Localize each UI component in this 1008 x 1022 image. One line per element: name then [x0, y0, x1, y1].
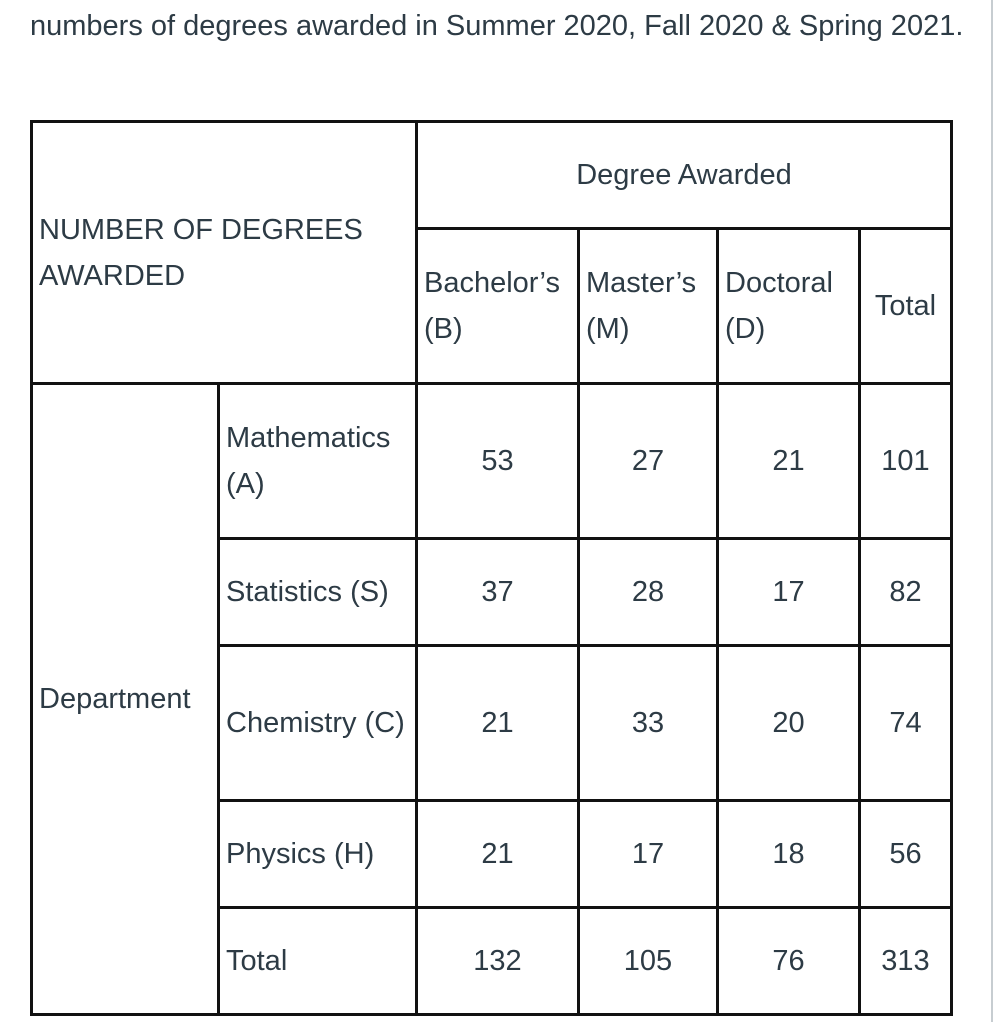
- row-label-mathematics: [219, 384, 417, 539]
- row-label-total: [219, 908, 417, 1015]
- row-label: Mathematics (A): [226, 422, 391, 500]
- table-cell: 21: [718, 384, 860, 539]
- table-row: [32, 384, 952, 539]
- table-cell: 53: [417, 384, 579, 539]
- table-cell: 101: [860, 384, 952, 539]
- table-cell: 17: [579, 801, 718, 908]
- column-header-bachelors: [417, 229, 579, 384]
- degree-awarded-header: [417, 122, 952, 229]
- table-cell: 74: [860, 646, 952, 801]
- column-header-label: Doctoral (D): [725, 267, 833, 345]
- table-cell: 33: [579, 646, 718, 801]
- corner-label: NUMBER OF DEGREES AWARDED: [39, 213, 363, 292]
- column-header-doctoral: [718, 229, 860, 384]
- row-label: Chemistry (C): [226, 707, 405, 739]
- corner-header-cell: [32, 122, 417, 384]
- table-cell: 37: [417, 539, 579, 646]
- table-cell: 105: [579, 908, 718, 1015]
- table-cell: 21: [417, 801, 579, 908]
- table-cell: 82: [860, 539, 952, 646]
- table-cell: 21: [417, 646, 579, 801]
- row-label-physics: [219, 801, 417, 908]
- row-group-department: [32, 384, 219, 1015]
- degrees-table: [30, 120, 953, 1016]
- table-cell: 18: [718, 801, 860, 908]
- table-cell: 17: [718, 539, 860, 646]
- group-header-label: Degree Awarded: [576, 159, 792, 191]
- column-header-label: Master’s (M): [586, 267, 697, 345]
- table-cell: 313: [860, 908, 952, 1015]
- row-group-label: Department: [39, 683, 191, 715]
- table-cell: 132: [417, 908, 579, 1015]
- row-label: Statistics (S): [226, 576, 389, 608]
- table-cell: 20: [718, 646, 860, 801]
- column-header-masters: [579, 229, 718, 384]
- intro-text: numbers of degrees awarded in Summer 2020, Fall 2020 & Spring 2021.: [30, 10, 964, 42]
- row-label: Physics (H): [226, 838, 375, 870]
- page-right-border: [991, 0, 993, 1022]
- row-label: Total: [226, 945, 288, 977]
- row-label-chemistry: [219, 646, 417, 801]
- table-cell: 27: [579, 384, 718, 539]
- column-header-total: [860, 229, 952, 384]
- table-cell: 76: [718, 908, 860, 1015]
- row-label-statistics: [219, 539, 417, 646]
- column-header-label: Bachelor’s (B): [424, 267, 560, 345]
- table-cell: 28: [579, 539, 718, 646]
- column-header-label: Total: [874, 290, 937, 322]
- table-cell: 56: [860, 801, 952, 908]
